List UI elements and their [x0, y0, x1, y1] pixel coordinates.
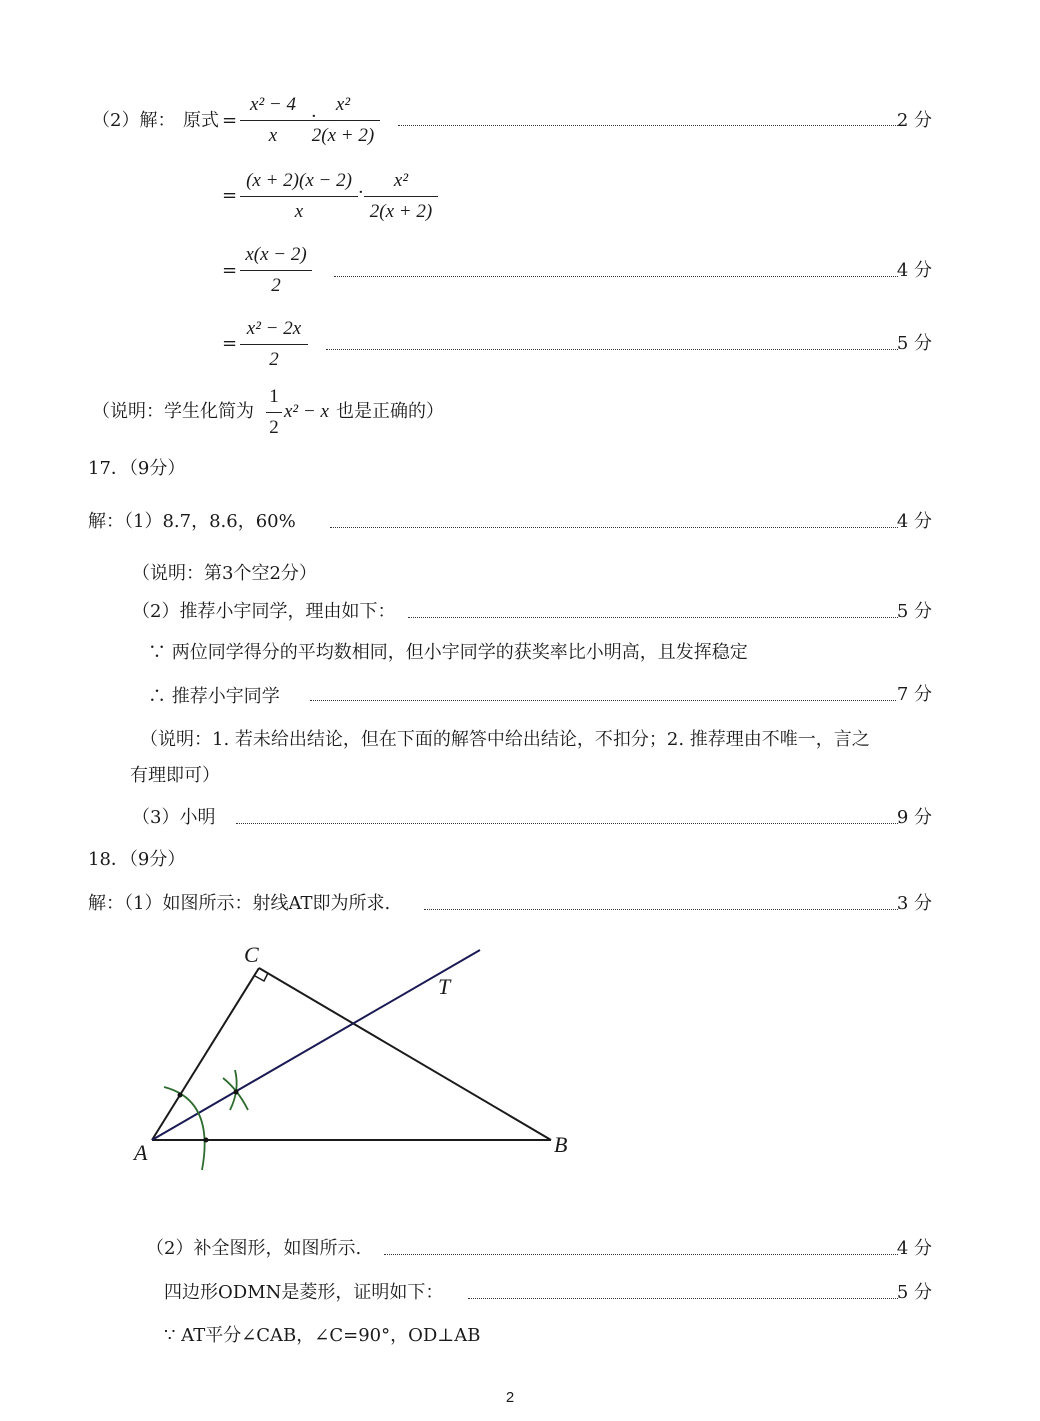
point-arc-intersection — [234, 1090, 239, 1095]
yuanshi-label: 原式 — [183, 110, 219, 131]
fraction-4-numerator: x² — [393, 170, 409, 191]
score-mark: 2 分 — [896, 110, 932, 131]
note-1-fraction-denominator: 2 — [269, 417, 279, 438]
fraction-1-denominator: x — [268, 125, 278, 146]
dotted-leader — [326, 349, 898, 350]
multiply-dot: · — [358, 182, 364, 203]
question-17-because: ∵ 两位同学得分的平均数相同，但小宇同学的获奖率比小明高，且发挥稳定 — [148, 642, 748, 663]
dotted-leader — [310, 700, 896, 701]
ray-at — [152, 950, 480, 1140]
fraction-5 — [240, 244, 312, 297]
note-1-fraction-numerator: 1 — [269, 386, 279, 407]
fraction-4 — [364, 170, 438, 223]
part2-label: （2）解： — [92, 110, 176, 131]
dotted-leader — [384, 1254, 898, 1255]
fraction-6 — [240, 318, 308, 371]
label-a: A — [134, 1140, 148, 1165]
page-number: 2 — [505, 1389, 515, 1406]
question-17-answer-3: （3）小明 — [132, 807, 216, 828]
score-mark: 5 分 — [896, 1282, 932, 1303]
question-18-title: 18．（9分） — [88, 849, 186, 870]
fraction-2 — [306, 94, 380, 147]
score-mark: 9 分 — [896, 807, 932, 828]
equals-sign: = — [222, 110, 238, 131]
note-1-suffix: 也是正确的） — [336, 401, 444, 422]
score-mark: 4 分 — [896, 260, 932, 281]
dotted-leader — [236, 823, 898, 824]
question-18-proof: ∵ AT平分∠CAB，∠C=90°，OD⊥AB — [164, 1325, 481, 1346]
multiply-dot: · — [311, 106, 317, 127]
question-17-note-2-line-2: 有理即可） — [130, 765, 220, 786]
score-mark: 7 分 — [896, 684, 932, 705]
fraction-bar — [266, 412, 282, 413]
fraction-bar — [240, 344, 308, 345]
fraction-3-denominator: x — [294, 201, 304, 222]
fraction-bar — [306, 120, 380, 121]
dotted-leader — [398, 125, 898, 126]
score-mark: 4 分 — [896, 511, 932, 532]
equals-sign: = — [222, 260, 238, 281]
question-17-therefore: ∴ 推荐小宇同学 — [148, 686, 280, 707]
dotted-leader — [330, 527, 898, 528]
score-mark: 4 分 — [896, 1238, 932, 1259]
point-on-ac — [178, 1093, 183, 1098]
question-17-answer-2: （2）推荐小宇同学，理由如下： — [132, 601, 396, 622]
question-17-note-2-line-1: （说明：1. 若未给出结论，但在下面的解答中给出结论，不扣分；2. 推荐理由不唯一，言之 — [140, 729, 870, 750]
side-ac — [152, 968, 259, 1140]
fraction-bar — [240, 196, 358, 197]
question-18-answer-1: 解：（1）如图所示：射线AT即为所求. — [88, 893, 391, 914]
fraction-2-denominator: 2(x + 2) — [311, 125, 375, 146]
dotted-leader — [334, 276, 898, 277]
score-mark: 5 分 — [896, 333, 932, 354]
right-angle-mark — [255, 973, 268, 981]
note-1-prefix: （说明：学生化简为 — [92, 401, 254, 422]
question-17-title: 17．（9分） — [88, 458, 186, 479]
fraction-4-denominator: 2(x + 2) — [369, 201, 433, 222]
question-17-note-1: （说明：第3个空2分） — [132, 563, 317, 584]
label-b: B — [554, 1132, 568, 1157]
triangle-figure — [120, 930, 600, 1180]
score-mark: 3 分 — [896, 893, 932, 914]
fraction-5-denominator: 2 — [271, 275, 281, 296]
fraction-bar — [240, 120, 306, 121]
equals-sign: = — [222, 333, 238, 354]
fraction-1-numerator: x² − 4 — [250, 94, 296, 115]
fraction-bar — [364, 196, 438, 197]
fraction-1 — [240, 94, 306, 147]
dotted-leader — [408, 617, 898, 618]
dotted-leader — [424, 909, 898, 910]
fraction-2-numerator: x² — [335, 94, 351, 115]
label-t: T — [438, 974, 451, 999]
fraction-6-numerator: x² − 2x — [246, 318, 302, 339]
dotted-leader — [468, 1298, 898, 1299]
question-18-answer-2: （2）补全图形，如图所示. — [146, 1238, 362, 1259]
fraction-5-numerator: x(x − 2) — [245, 244, 307, 265]
question-18-quadrilateral: 四边形ODMN是菱形，证明如下： — [164, 1282, 444, 1303]
fraction-3 — [240, 170, 358, 223]
question-17-answer-1: 解：（1）8.7，8.6，60% — [88, 511, 296, 532]
equals-sign: = — [222, 185, 238, 206]
note-1-expression: x² − x — [284, 401, 329, 422]
score-mark: 5 分 — [896, 601, 932, 622]
fraction-3-numerator: (x + 2)(x − 2) — [246, 170, 352, 191]
point-on-ab — [204, 1138, 209, 1143]
label-c: C — [244, 942, 259, 967]
note-1-fraction — [266, 386, 282, 439]
fraction-bar — [240, 270, 312, 271]
fraction-6-denominator: 2 — [269, 349, 279, 370]
